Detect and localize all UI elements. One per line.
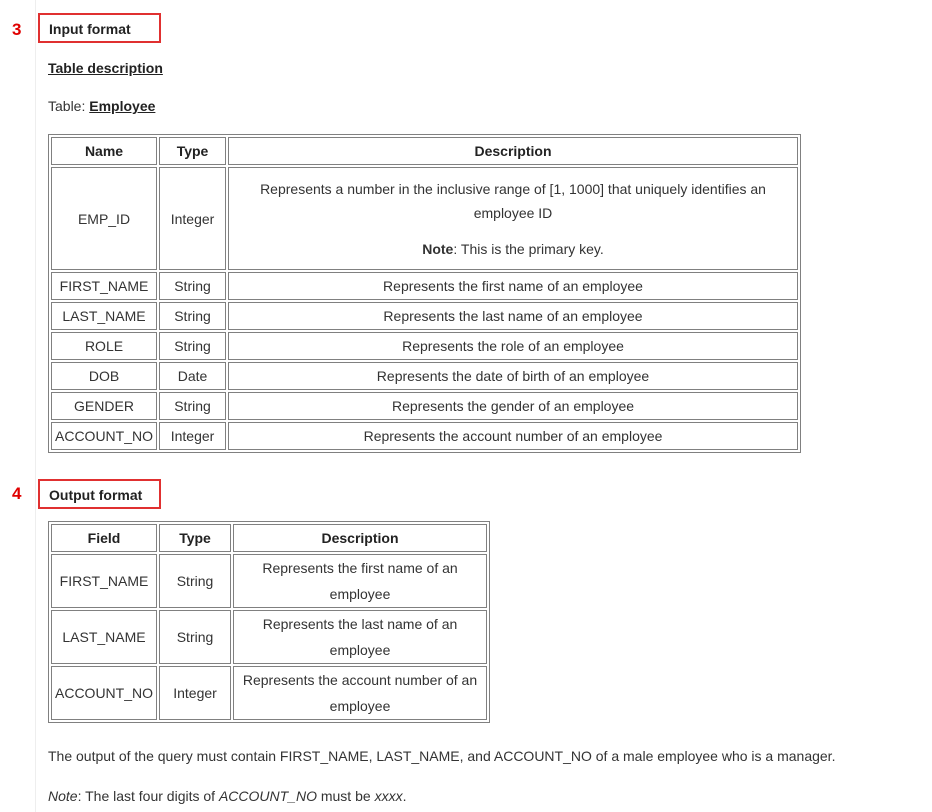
input-format-heading: Input format bbox=[38, 13, 161, 43]
header-name: Name bbox=[51, 137, 157, 165]
header-field: Field bbox=[51, 524, 157, 552]
table-row bbox=[51, 302, 798, 330]
step-number-3: 3 bbox=[12, 20, 22, 39]
note-field: ACCOUNT_NO bbox=[218, 788, 317, 804]
table-name: Employee bbox=[89, 98, 156, 114]
note-value: xxxx bbox=[374, 788, 403, 804]
table-caption bbox=[48, 98, 155, 114]
note-label: Note bbox=[422, 240, 454, 257]
cell-description: Represents the role of an employee bbox=[228, 332, 798, 360]
output-note bbox=[48, 788, 406, 804]
cell-description: Represents the account number of an employee bbox=[228, 422, 798, 450]
cell-name: ROLE bbox=[51, 332, 157, 360]
cell-name: ACCOUNT_NO bbox=[51, 422, 157, 450]
emp-id-description-text: Represents a number in the inclusive range of [1, 1000] that uniquely identifies an employee ID bbox=[260, 180, 766, 221]
header-type: Type bbox=[159, 524, 231, 552]
cell-type: String bbox=[159, 332, 226, 360]
header-description: Description bbox=[228, 137, 798, 165]
input-table bbox=[48, 134, 801, 453]
cell-type: String bbox=[159, 272, 226, 300]
table-row bbox=[51, 422, 798, 450]
cell-description: Represents the date of birth of an employee bbox=[228, 362, 798, 390]
cell-type: Date bbox=[159, 362, 226, 390]
cell-type: Integer bbox=[159, 666, 231, 720]
cell-type: String bbox=[159, 554, 231, 608]
table-row bbox=[51, 392, 798, 420]
cell-field: ACCOUNT_NO bbox=[51, 666, 157, 720]
table-row bbox=[51, 272, 798, 300]
note-text: : This is the primary key. bbox=[453, 240, 604, 257]
cell-description: Represents the account number of an employee bbox=[233, 666, 487, 720]
output-summary: The output of the query must contain FIRST_NAME, LAST_NAME, and ACCOUNT_NO of a male employee who is a manager. bbox=[48, 748, 836, 764]
cell-name: GENDER bbox=[51, 392, 157, 420]
cell-description: Represents the gender of an employee bbox=[228, 392, 798, 420]
table-row bbox=[51, 332, 798, 360]
table-label-prefix: Table: bbox=[48, 98, 86, 114]
cell-name: LAST_NAME bbox=[51, 302, 157, 330]
header-type: Type bbox=[159, 137, 226, 165]
note-text-before: : The last four digits of bbox=[77, 788, 219, 804]
cell-type: Integer bbox=[159, 422, 226, 450]
header-description: Description bbox=[233, 524, 487, 552]
cell-name: FIRST_NAME bbox=[51, 272, 157, 300]
cell-type: String bbox=[159, 302, 226, 330]
table-row bbox=[51, 610, 487, 664]
cell-description: Represents the last name of an employee bbox=[228, 302, 798, 330]
table-row bbox=[51, 554, 487, 608]
cell-description: Represents the first name of an employee bbox=[228, 272, 798, 300]
cell-name: EMP_ID bbox=[51, 167, 157, 270]
cell-description bbox=[228, 167, 798, 270]
cell-description: Represents the last name of an employee bbox=[233, 610, 487, 664]
cell-type: String bbox=[159, 610, 231, 664]
cell-name: DOB bbox=[51, 362, 157, 390]
note-label: Note bbox=[48, 788, 78, 804]
table-row bbox=[51, 666, 487, 720]
left-margin-rule bbox=[35, 0, 36, 812]
note-text-middle: must be bbox=[316, 788, 375, 804]
cell-type: String bbox=[159, 392, 226, 420]
cell-field: LAST_NAME bbox=[51, 610, 157, 664]
cell-type: Integer bbox=[159, 167, 226, 270]
note-text-after: . bbox=[402, 788, 407, 804]
emp-id-note bbox=[232, 237, 794, 261]
output-format-heading: Output format bbox=[38, 479, 161, 509]
cell-description: Represents the first name of an employee bbox=[233, 554, 487, 608]
table-description-heading: Table description bbox=[48, 60, 163, 76]
step-number-4: 4 bbox=[12, 484, 22, 503]
table-header-row bbox=[51, 137, 798, 165]
table-row bbox=[51, 362, 798, 390]
cell-field: FIRST_NAME bbox=[51, 554, 157, 608]
output-table bbox=[48, 521, 490, 723]
table-header-row bbox=[51, 524, 487, 552]
table-row bbox=[51, 167, 798, 270]
